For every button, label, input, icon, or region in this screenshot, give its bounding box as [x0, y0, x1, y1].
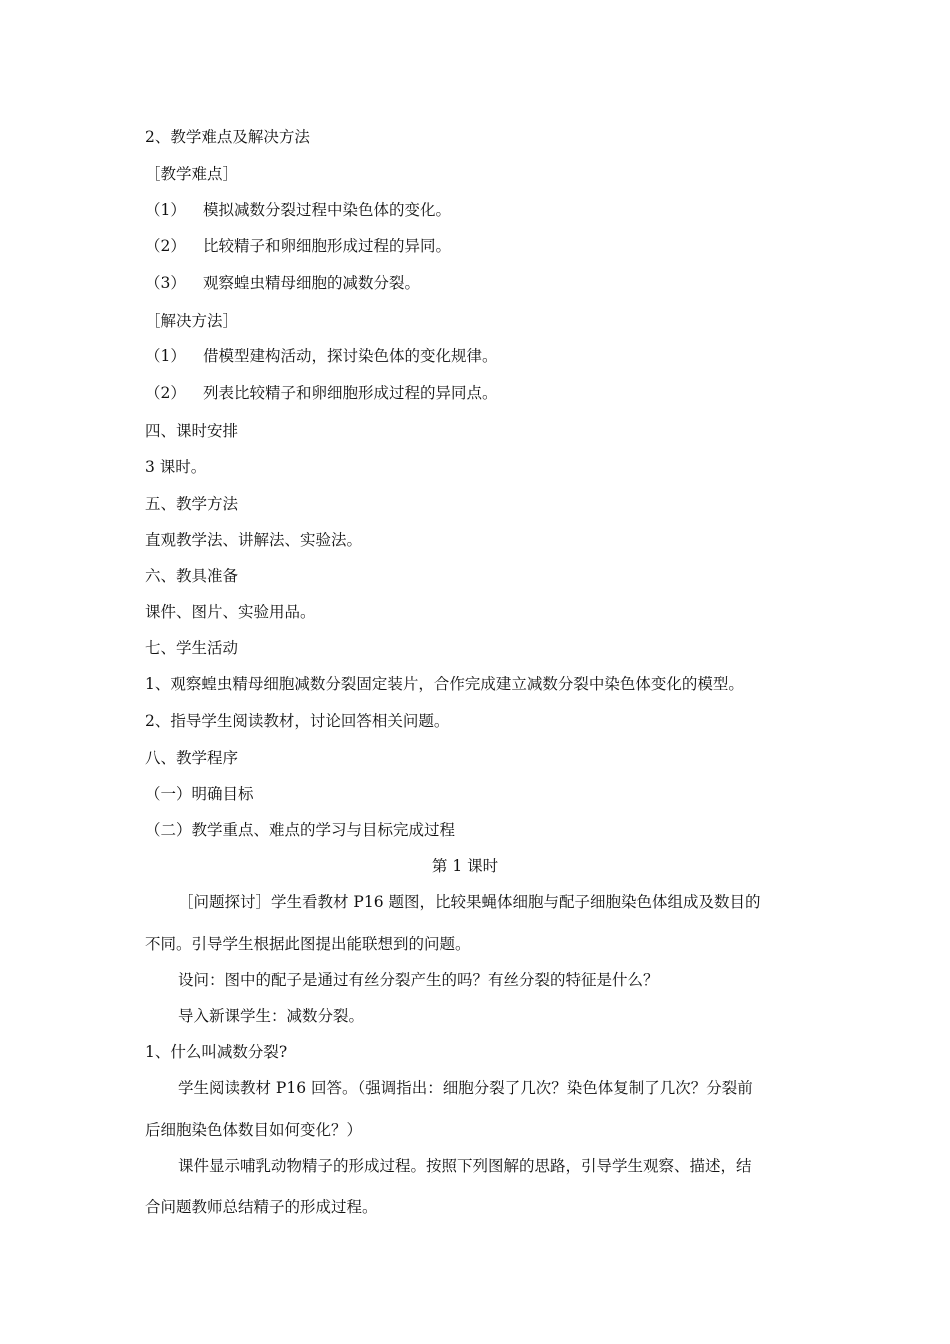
heading-methods: 五、教学方法: [145, 495, 239, 513]
list-number: （2）: [145, 384, 186, 402]
paragraph-line: 学生阅读教材 P16 回答。（强调指出：细胞分裂了几次？染色体复制了几次？分裂前: [178, 1079, 753, 1097]
heading-procedure: 八、教学程序: [145, 749, 239, 767]
paragraph-line: ［问题探讨］学生看教材 P16 题图，比较果蝇体细胞与配子细胞染色体组成及数目的: [178, 893, 761, 911]
list-number: （1）: [145, 201, 186, 219]
paragraph-line: 合问题教师总结精子的形成过程。: [145, 1198, 378, 1216]
paragraph: 2、指导学生阅读教材，讨论回答相关问题。: [145, 712, 450, 730]
list-text: 列表比较精子和卵细胞形成过程的异同点。: [203, 384, 498, 402]
paragraph: 设问：图中的配子是通过有丝分裂产生的吗？有丝分裂的特征是什么？: [178, 971, 659, 989]
paragraph: 3 课时。: [145, 458, 207, 476]
list-text: 模拟减数分裂过程中染色体的变化。: [203, 201, 452, 219]
subheading-difficulties: ［教学难点］: [145, 165, 239, 183]
paragraph: 导入新课学生：减数分裂。: [178, 1007, 365, 1025]
list-text: 比较精子和卵细胞形成过程的异同。: [203, 237, 452, 255]
heading-difficulties: 2、教学难点及解决方法: [145, 128, 310, 146]
paragraph-line: 后细胞染色体数目如何变化？）: [145, 1121, 363, 1139]
subheading-solutions: ［解决方法］: [145, 312, 239, 330]
heading-activities: 七、学生活动: [145, 639, 239, 657]
list-text: 借模型建构活动，探讨染色体的变化规律。: [203, 347, 498, 365]
paragraph: 课件、图片、实验用品。: [145, 603, 316, 621]
paragraph: 1、观察蝗虫精母细胞减数分裂固定装片，合作完成建立减数分裂中染色体变化的模型。: [145, 675, 744, 693]
paragraph-line: 不同。引导学生根据此图提出能联想到的问题。: [145, 935, 471, 953]
paragraph-line: 课件显示哺乳动物精子的形成过程。按照下列图解的思路，引导学生观察、描述，结: [178, 1157, 752, 1175]
list-item: [145, 346, 498, 366]
list-number: （1）: [145, 347, 186, 365]
heading-materials: 六、教具准备: [145, 567, 239, 585]
list-text: 观察蝗虫精母细胞的减数分裂。: [203, 274, 421, 292]
list-item: [145, 236, 451, 256]
heading-schedule: 四、课时安排: [145, 422, 239, 440]
list-number: （2）: [145, 237, 186, 255]
subheading-process: （二）教学重点、难点的学习与目标完成过程: [145, 821, 456, 839]
subheading-goals: （一）明确目标: [145, 785, 254, 803]
lesson-title: 第 1 课时: [431, 857, 499, 875]
list-item: [145, 200, 451, 220]
list-number: （3）: [145, 274, 186, 292]
list-item: [145, 273, 420, 293]
list-item: [145, 383, 498, 403]
heading-question: 1、什么叫减数分裂?: [145, 1043, 288, 1061]
paragraph: 直观教学法、讲解法、实验法。: [145, 531, 363, 549]
